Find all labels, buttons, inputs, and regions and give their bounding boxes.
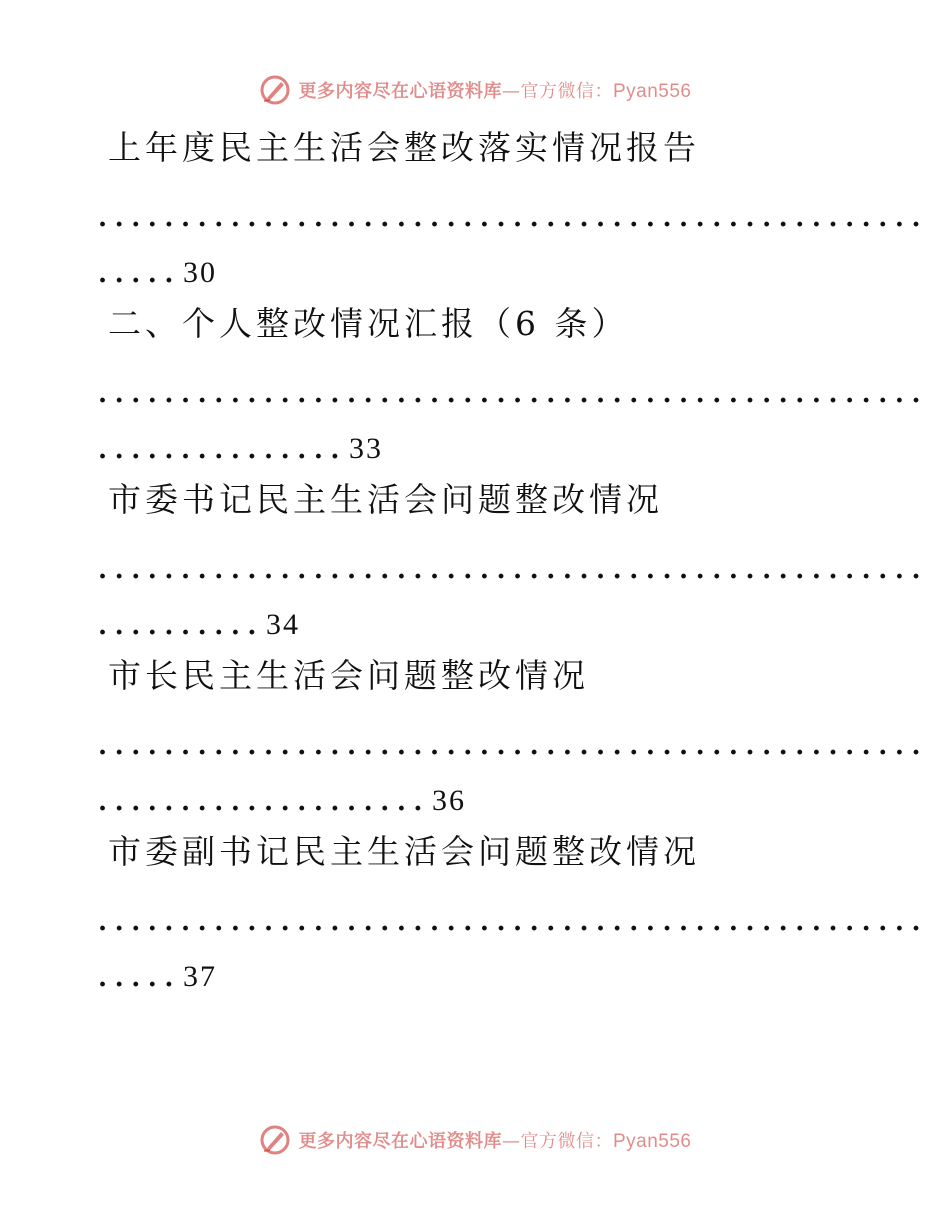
toc-entry[interactable] xyxy=(98,472,929,648)
footer-watermark xyxy=(0,1120,950,1160)
toc-leader-tail xyxy=(98,250,858,296)
toc-leader-dots: .................................................. xyxy=(98,907,929,937)
toc-leader-dots: .................................................. xyxy=(98,379,929,409)
watermark-label: 官方微信： xyxy=(520,1131,613,1152)
toc-entry-title: 二、个人整改情况汇报（6 条） xyxy=(108,304,629,343)
watermark-dash: — xyxy=(501,81,521,102)
toc-entry-title: 上年度民主生活会整改落实情况报告 xyxy=(108,128,700,167)
watermark-text xyxy=(298,77,691,103)
watermark-text xyxy=(298,1127,691,1153)
toc-page-number: 33 xyxy=(349,432,384,465)
toc-leader-dots-tail: .......... xyxy=(98,611,265,641)
toc-entry-title: 市长民主生活会问题整改情况 xyxy=(108,656,589,695)
toc-leader-tail xyxy=(98,426,858,472)
toc-entry-title: 市委副书记民主生活会问题整改情况 xyxy=(108,832,700,871)
toc-leader-dots: .................................................. xyxy=(98,555,929,585)
toc-leader-dots-tail: ............... xyxy=(98,435,348,465)
toc-entry[interactable] xyxy=(98,824,929,1000)
watermark-dash: — xyxy=(501,1131,521,1152)
quill-seal-icon xyxy=(258,1123,292,1157)
watermark-group xyxy=(258,73,691,107)
toc-entry[interactable] xyxy=(98,120,929,296)
watermark-account: Pyan556 xyxy=(612,1131,692,1152)
toc-leader-tail xyxy=(98,778,858,824)
toc-leader-dots: .................................................. xyxy=(98,731,929,761)
watermark-brand: 更多内容尽在心语资料库 xyxy=(298,81,502,102)
toc-leader-dots-tail: ..... xyxy=(98,259,182,289)
watermark-group xyxy=(258,1123,691,1157)
toc-leader-dots: .................................................. xyxy=(98,203,929,233)
watermark-account: Pyan556 xyxy=(612,81,692,102)
toc-entry[interactable] xyxy=(98,296,929,472)
header-watermark xyxy=(0,70,950,110)
watermark-brand: 更多内容尽在心语资料库 xyxy=(298,1131,502,1152)
toc-page-number: 37 xyxy=(183,960,218,993)
toc-leader-dots-tail: .................... xyxy=(98,787,431,817)
toc-entry[interactable] xyxy=(98,648,929,824)
watermark-label: 官方微信： xyxy=(520,81,613,102)
toc-entry-title: 市委书记民主生活会问题整改情况 xyxy=(108,480,663,519)
toc-leader-dots-tail: ..... xyxy=(98,963,182,993)
toc-page-number: 34 xyxy=(266,608,301,641)
toc-leader-tail xyxy=(98,954,858,1000)
toc-page-number: 36 xyxy=(432,784,467,817)
quill-seal-icon xyxy=(258,73,292,107)
toc-page-number: 30 xyxy=(183,256,218,289)
table-of-contents xyxy=(98,120,929,1000)
toc-leader-tail xyxy=(98,602,858,648)
